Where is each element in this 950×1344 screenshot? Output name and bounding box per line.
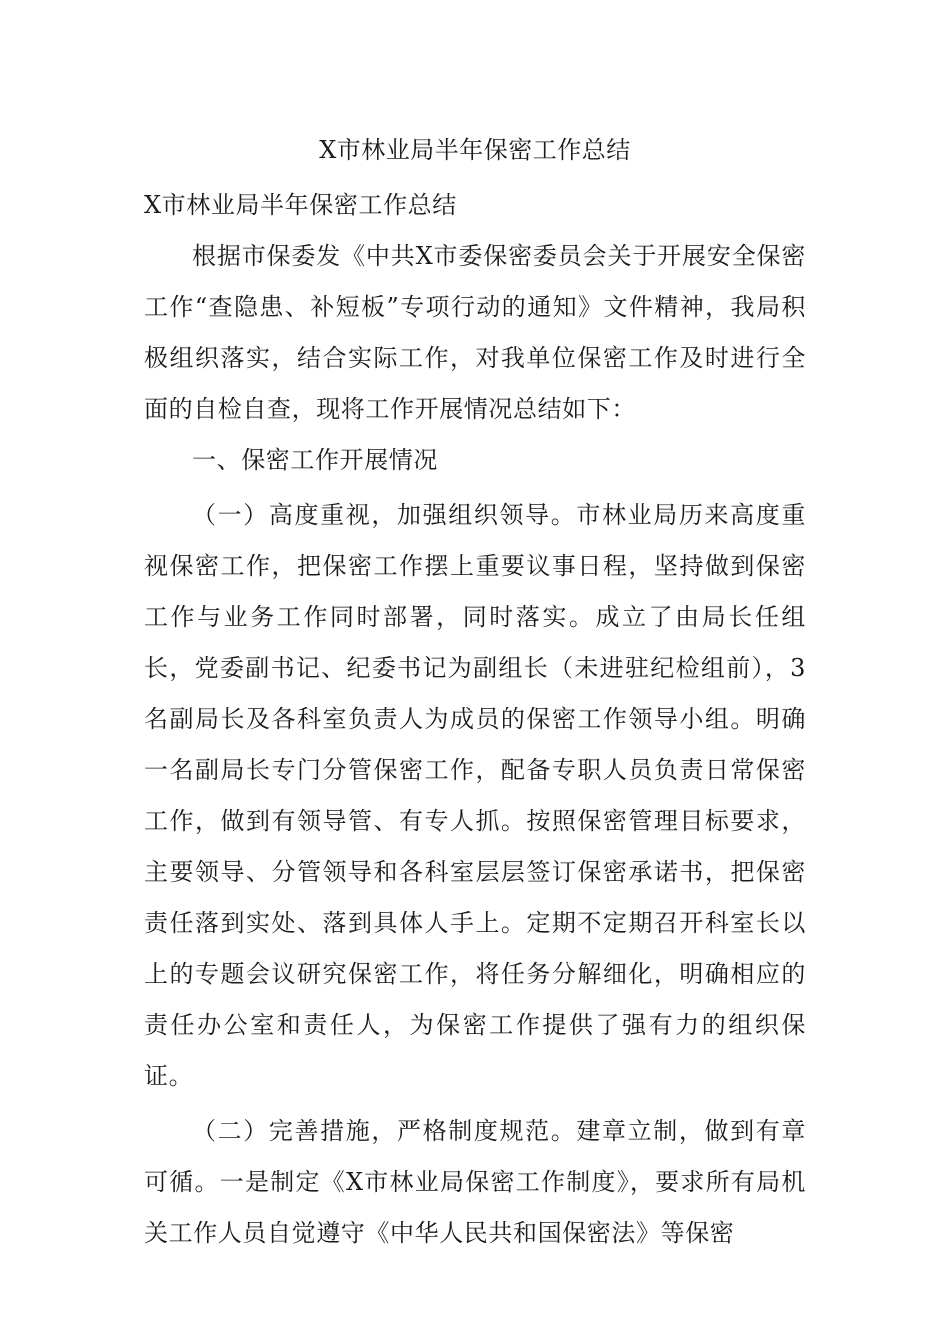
paragraph-section-1-2: （二）完善措施，严格制度规范。建章立制，做到有章可循。一是制定《X市林业局保密工作制度》，要求所有局机关工作人员自觉遵守《中华人民共和国保密法》等保密 xyxy=(144,1117,806,1247)
paragraph-intro: 根据市保委发《中共X市委保密委员会关于开展安全保密工作“查隐患、补短板”专项行动的通知》文件精神，我局积极组织落实，结合实际工作，对我单位保密工作及时进行全面的自检自查，现将工作开展情况总结如下： xyxy=(144,242,806,423)
section-heading-1: 一、保密工作开展情况 xyxy=(192,446,438,474)
document-subtitle: X市林业局半年保密工作总结 xyxy=(144,191,457,219)
document-body xyxy=(144,180,806,1259)
document-title: X市林业局半年保密工作总结 xyxy=(319,136,631,164)
paragraph-section-1-1: （一）高度重视，加强组织领导。市林业局历来高度重视保密工作，把保密工作摆上重要议事日程，坚持做到保密工作与业务工作同时部署，同时落实。成立了由局长任组长，党委副书记、纪委书记为副组长（未进驻纪检组前），3名副局长及各科室负责人为成员的保密工作领导小组。明确一名副局长专门分管保密工作，配备专职人员负责日常保密工作，做到有领导管、有专人抓。按照保密管理目标要求，主要领导、分管领导和各科室层层签订保密承诺书，把保密责任落到实处、落到具体人手上。定期不定期召开科室长以上的专题会议研究保密工作，将任务分解细化，明确相应的责任办公室和责任人，为保密工作提供了强有力的组织保证。 xyxy=(144,501,806,1090)
